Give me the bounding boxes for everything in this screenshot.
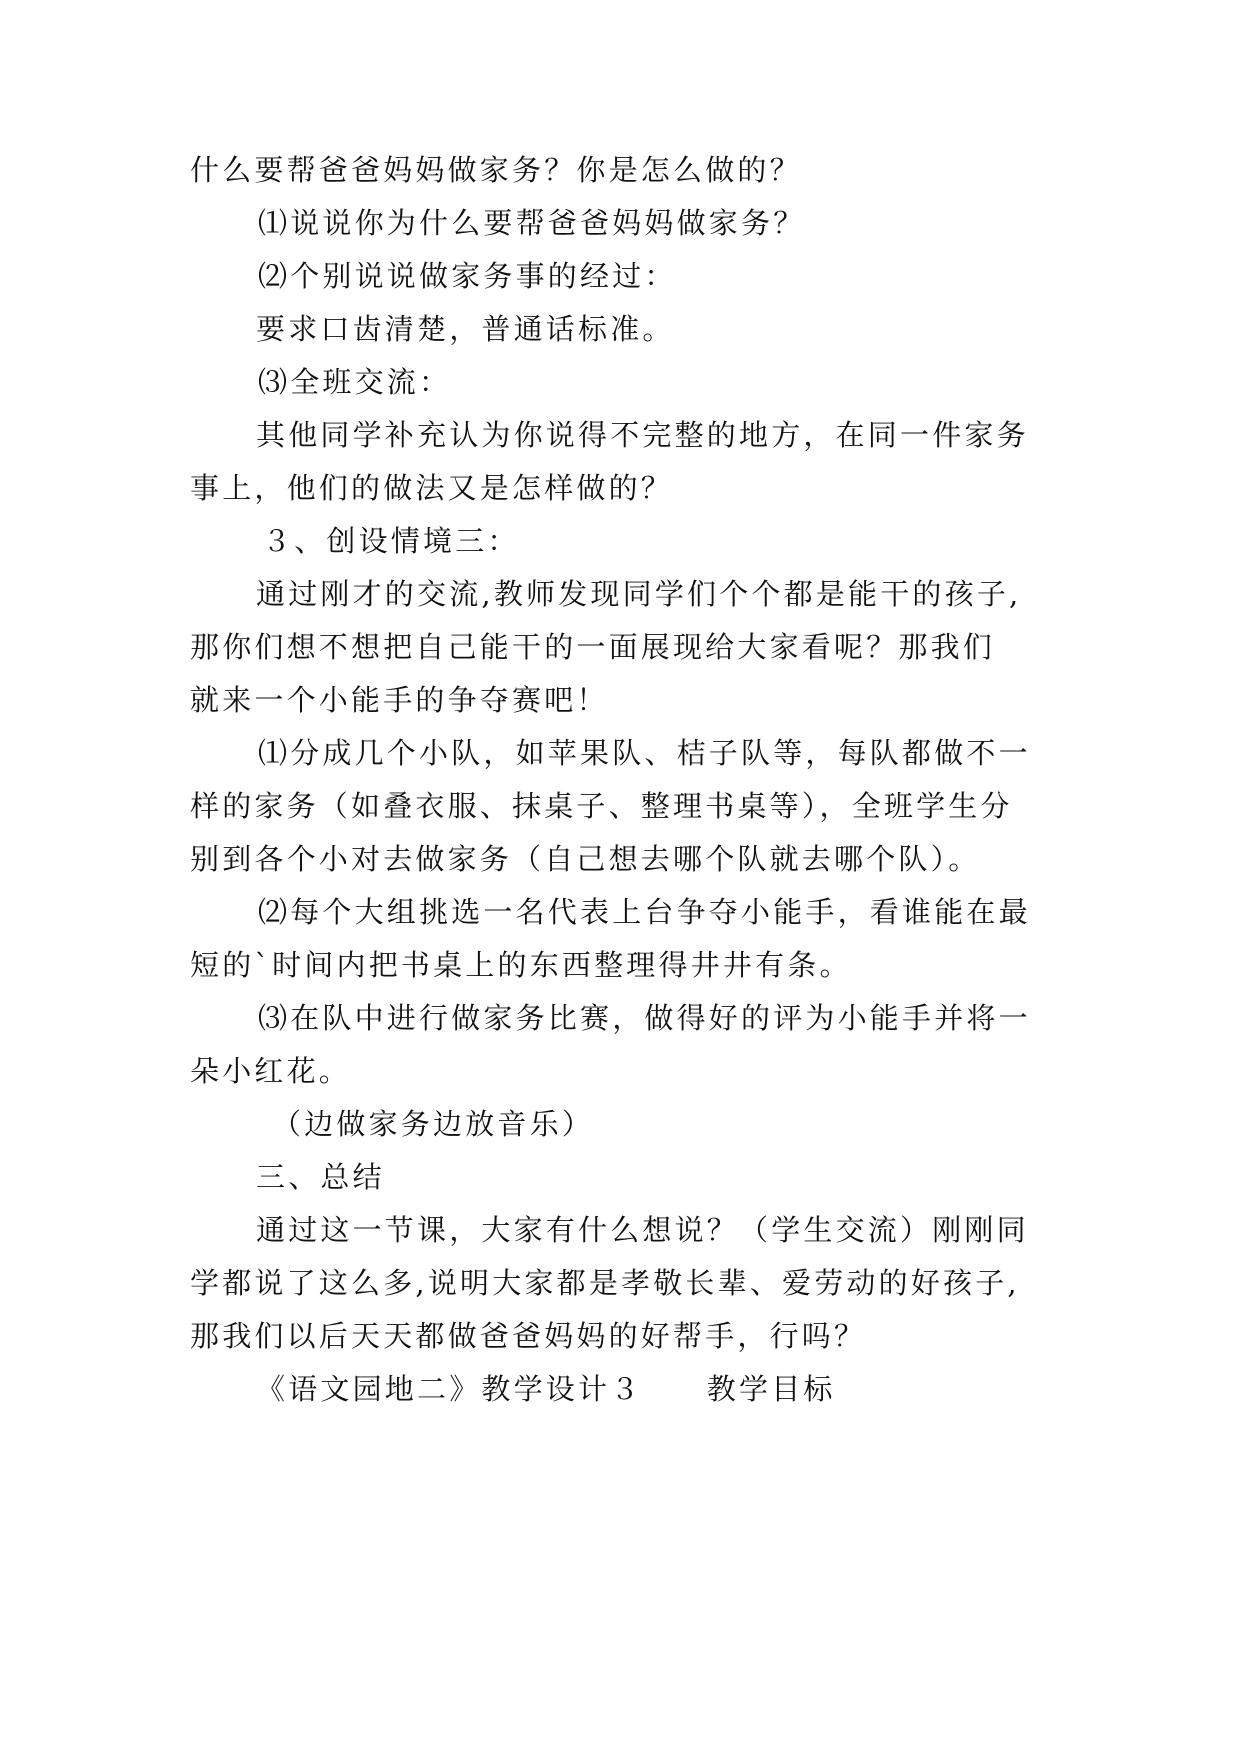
- paragraph-line: 短的`时间内把书桌上的东西整理得井井有条。: [190, 948, 852, 982]
- paragraph-line: 通过刚才的交流,教师发现同学们个个都是能干的孩子,: [256, 577, 1022, 611]
- paragraph-line: ⑴分成几个小队，如苹果队、桔子队等，每队都做不一: [258, 736, 1031, 770]
- paragraph-line: ⑵每个大组挑选一名代表上台争夺小能手，看谁能在最: [258, 895, 1031, 929]
- paragraph-line: 其他同学补充认为你说得不完整的地方，在同一件家务: [256, 418, 1029, 452]
- paragraph-line: 就来一个小能手的争夺赛吧！: [190, 683, 609, 717]
- paragraph-line: 通过这一节课，大家有什么想说？（学生交流）刚刚同: [256, 1213, 1029, 1247]
- paragraph-line: 那我们以后天天都做爸爸妈妈的好帮手，行吗？: [190, 1319, 867, 1353]
- paragraph-line: ⑶在队中进行做家务比赛，做得好的评为小能手并将一: [258, 1001, 1031, 1035]
- paragraph-line: 那你们想不想把自己能干的一面展现给大家看呢？那我们: [190, 630, 996, 664]
- section-heading: ３、创设情境三：: [262, 524, 520, 558]
- paragraph-line: （边做家务边放音乐）: [272, 1107, 595, 1141]
- paragraph-line: ⑵个别说说做家务事的经过：: [258, 259, 677, 293]
- paragraph-line: 朵小红花。: [190, 1054, 352, 1088]
- paragraph-line: 学都说了这么多,说明大家都是孝敬长辈、爱劳动的好孩子,: [190, 1266, 1020, 1300]
- paragraph-line: 别到各个小对去做家务（自己想去哪个队就去哪个队）。: [190, 842, 981, 876]
- paragraph-line: ⑴说说你为什么要帮爸爸妈妈做家务？: [258, 206, 806, 240]
- paragraph-line: 事上，他们的做法又是怎样做的？: [190, 471, 674, 505]
- paragraph-line: 样的家务（如叠衣服、抹桌子、整理书桌等），全班学生分: [190, 789, 1013, 823]
- paragraph-line: 《语文园地二》教学设计３ 教学目标: [256, 1372, 836, 1406]
- section-heading: 三、总结: [256, 1160, 385, 1194]
- paragraph-line: ⑶全班交流：: [258, 365, 452, 399]
- paragraph-line: 要求口齿清楚，普通话标准。: [256, 312, 675, 346]
- paragraph-line: 什么要帮爸爸妈妈做家务？你是怎么做的？: [190, 153, 802, 187]
